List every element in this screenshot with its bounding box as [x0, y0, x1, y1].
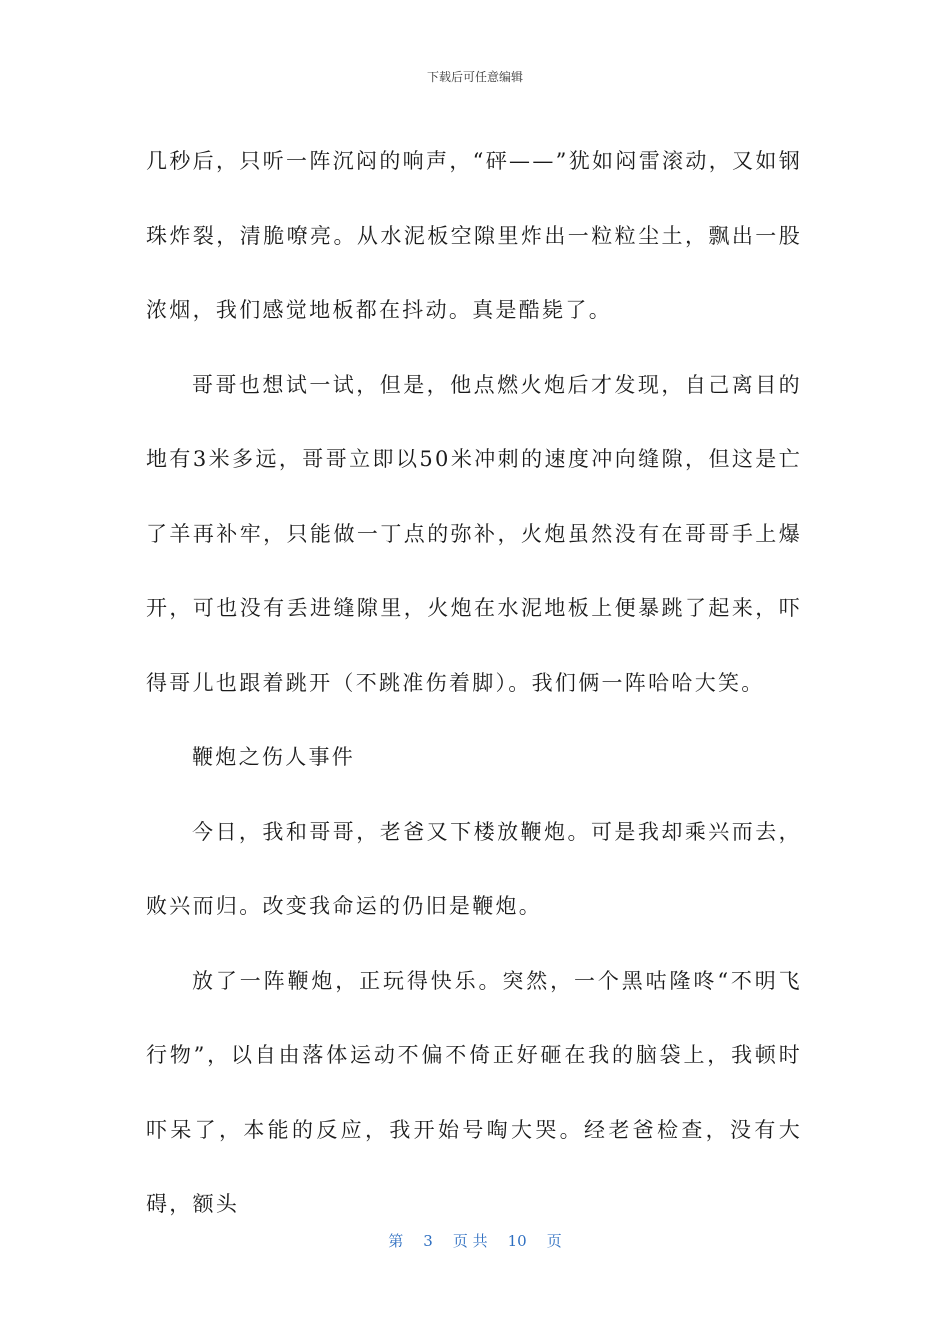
page-header-note: 下载后可任意编辑	[426, 70, 523, 84]
footer-middle: 页 共	[452, 1232, 488, 1250]
document-body	[146, 124, 802, 1242]
footer-suffix: 页	[546, 1232, 562, 1250]
paragraph-3: 今日，我和哥哥，老爸又下楼放鞭炮。可是我却乘兴而去，败兴而归。改变我命运的仍旧是鞭炮。	[146, 819, 802, 918]
page-footer	[0, 1230, 950, 1251]
section-heading: 鞭炮之伤人事件	[192, 745, 356, 769]
footer-current-page: 3	[423, 1232, 433, 1250]
paragraph-2: 哥哥也想试一试，但是，他点燃火炮后才发现，自己离目的地有3米多远，哥哥立即以50米冲刺的速度冲向缝隙，但这是亡了羊再补牢，只能做一丁点的弥补，火炮虽然没有在哥哥手上爆开，可也没有丢进缝隙里，火炮在水泥地板上便暴跳了起来，吓得哥儿也跟着跳开（不跳准伤着脚）。我们俩一阵哈哈大笑。	[146, 372, 802, 695]
footer-total-pages: 10	[507, 1232, 527, 1250]
paragraph-4: 放了一阵鞭炮，正玩得快乐。突然，一个黑咕隆咚“不明飞行物”，以自由落体运动不偏不倚正好砸在我的脑袋上，我顿时吓呆了，本能的反应，我开始号啕大哭。经老爸检查，没有大碍，额头	[146, 968, 802, 1216]
paragraph-1: 几秒后，只听一阵沉闷的响声，“砰——”犹如闷雷滚动，又如钢珠炸裂，清脆嘹亮。从水泥板空隙里炸出一粒粒尘土，飘出一股浓烟，我们感觉地板都在抖动。真是酷毙了。	[146, 149, 802, 322]
footer-prefix: 第	[388, 1232, 404, 1250]
